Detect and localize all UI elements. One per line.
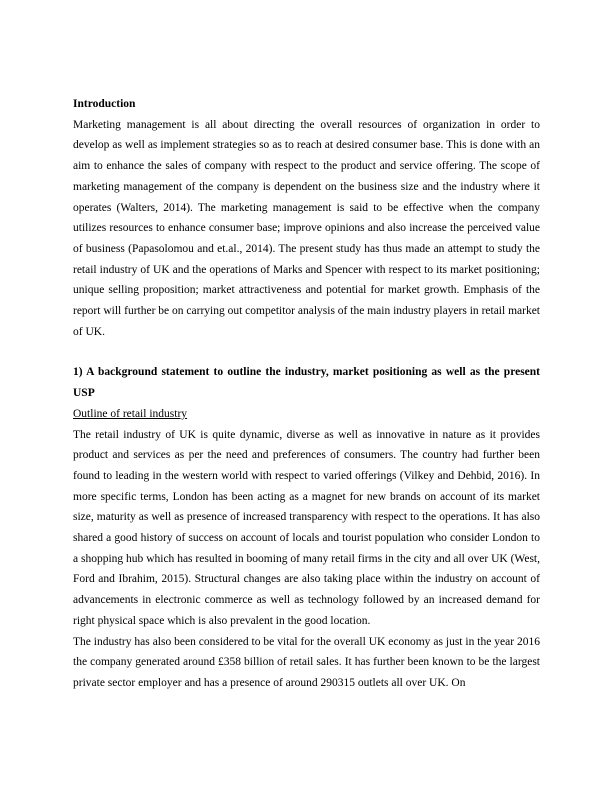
- section-1-paragraph-1: The retail industry of UK is quite dynamic, diverse as well as innovative in nature as it provides product and services as per the need and preferences of consumers. The country had further been found to leading in the western world with respect to varied offerings (Vilkey and Dehbid, 2016). In more specific terms, London has been acting as a magnet for new brands on account of its market size, maturity as well as presence of increased transparency with respect to the operations. It has also shared a good history of success on account of locals and tourist population who consider London to a shopping hub which has resulted in booming of many retail firms in the city and all over UK (West, Ford and Ibrahim, 2015). Structural changes are also taking place within the industry on account of advancements in electronic commerce as well as technology followed by an increased demand for right physical space which is also prevalent in the good location.: [73, 428, 540, 627]
- section-1-paragraph-2: The industry has also been considered to be vital for the overall UK economy as just in the year 2016 the company generated around £358 billion of retail sales. It has further been known to be the largest private sector employer and has a presence of around 290315 outlets all over UK. On: [73, 635, 540, 689]
- section-1-heading: 1) A background statement to outline the industry, market positioning as well as the present USP: [73, 366, 540, 400]
- intro-heading: Introduction: [73, 98, 136, 110]
- section-1-subheading: Outline of retail industry: [73, 407, 188, 420]
- document-body: [73, 94, 540, 694]
- intro-paragraph: Marketing management is all about directing the overall resources of organization in order to develop as well as implement strategies so as to reach at desired consumer base. This is done with an aim to enhance the sales of company with respect to the product and service offering. The scope of marketing management of the company is dependent on the business size and the industry where it operates (Walters, 2014). The marketing management is said to be effective when the company utilizes resources to enhance consumer base; improve opinions and also increase the perceived value of business (Papasolomou and et.al., 2014). The present study has thus made an attempt to study the retail industry of UK and the operations of Marks and Spencer with respect to its market positioning; unique selling proposition; market attractiveness and potential for market growth. Emphasis of the report will further be on carrying out competitor analysis of the main industry players in retail market of UK.: [73, 118, 540, 338]
